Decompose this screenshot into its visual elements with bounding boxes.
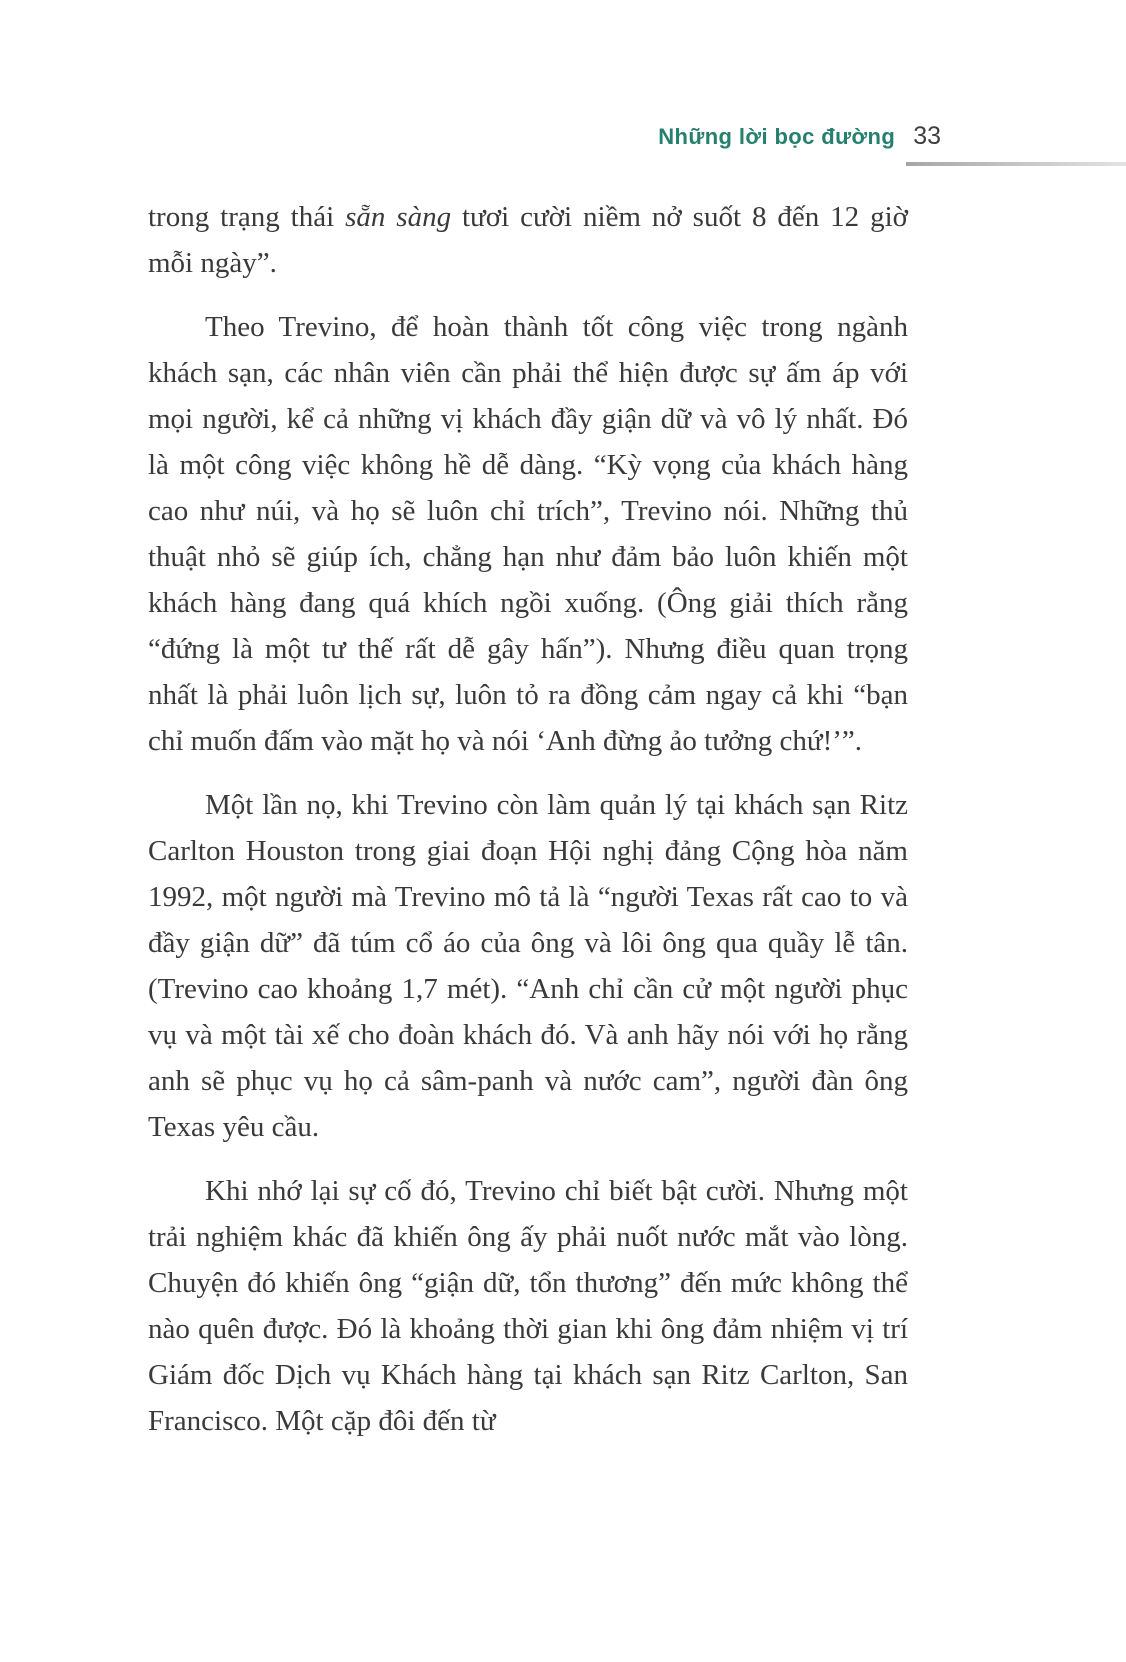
text-run: Khi nhớ lại sự cố đó, Trevino chỉ biết bật cười. Nhưng một trải nghiệm khác đã khiến ông ấy phải nuốt nước mắt vào lòng. Chuyện đó khiến ông “giận dữ, tổn thương” đến mức không thể nào quên được. Đó là khoảng thời gian khi ông đảm nhiệm vị trí Giám đốc Dịch vụ Khách hàng tại khách sạn Ritz Carlton, San Francisco. Một cặp đôi đến từ — [148, 1175, 908, 1437]
page-header — [0, 122, 1126, 170]
paragraph — [148, 194, 908, 286]
page-number: 33 — [913, 122, 941, 150]
header-rule — [906, 162, 1126, 166]
paragraph — [148, 782, 908, 1150]
text-run: Theo Trevino, để hoàn thành tốt công việc trong ngành khách sạn, các nhân viên cần phải thể hiện được sự ấm áp với mọi người, kể cả những vị khách đầy giận dữ và vô lý nhất. Đó là một công việc không hề dễ dàng. “Kỳ vọng của khách hàng cao như núi, và họ sẽ luôn chỉ trích”, Trevino nói. Những thủ thuật nhỏ sẽ giúp ích, chẳng hạn như đảm bảo luôn khiến một khách hàng đang quá khích ngồi xuống. (Ông giải thích rằng “đứng là một tư thế rất dễ gây hấn”). Nhưng điều quan trọng nhất là phải luôn lịch sự, luôn tỏ ra đồng cảm ngay cả khi “bạn chỉ muốn đấm vào mặt họ và nói ‘Anh đừng ảo tưởng chứ!’”. — [148, 311, 908, 757]
header-inner — [658, 122, 941, 151]
text-run: trong trạng thái — [148, 201, 346, 233]
text-run: Một lần nọ, khi Trevino còn làm quản lý tại khách sạn Ritz Carlton Houston trong giai đoạn Hội nghị đảng Cộng hòa năm 1992, một người mà Trevino mô tả là “người Texas rất cao to và đầy giận dữ” đã túm cổ áo của ông và lôi ông qua quầy lễ tân. (Trevino cao khoảng 1,7 mét). “Anh chỉ cần cử một người phục vụ và một tài xế cho đoàn khách đó. Và anh hãy nói với họ rằng anh sẽ phục vụ họ cả sâm-panh và nước cam”, người đàn ông Texas yêu cầu. — [148, 789, 908, 1143]
paragraph — [148, 304, 908, 764]
body-text — [148, 194, 908, 1462]
text-run: tươi cười niềm nở suốt 8 đến 12 giờ mỗi ngày”. — [148, 201, 908, 279]
paragraph — [148, 1168, 908, 1444]
italic-text-run: sẵn sàng — [345, 201, 452, 233]
running-title: Những lời bọc đường — [658, 124, 896, 149]
